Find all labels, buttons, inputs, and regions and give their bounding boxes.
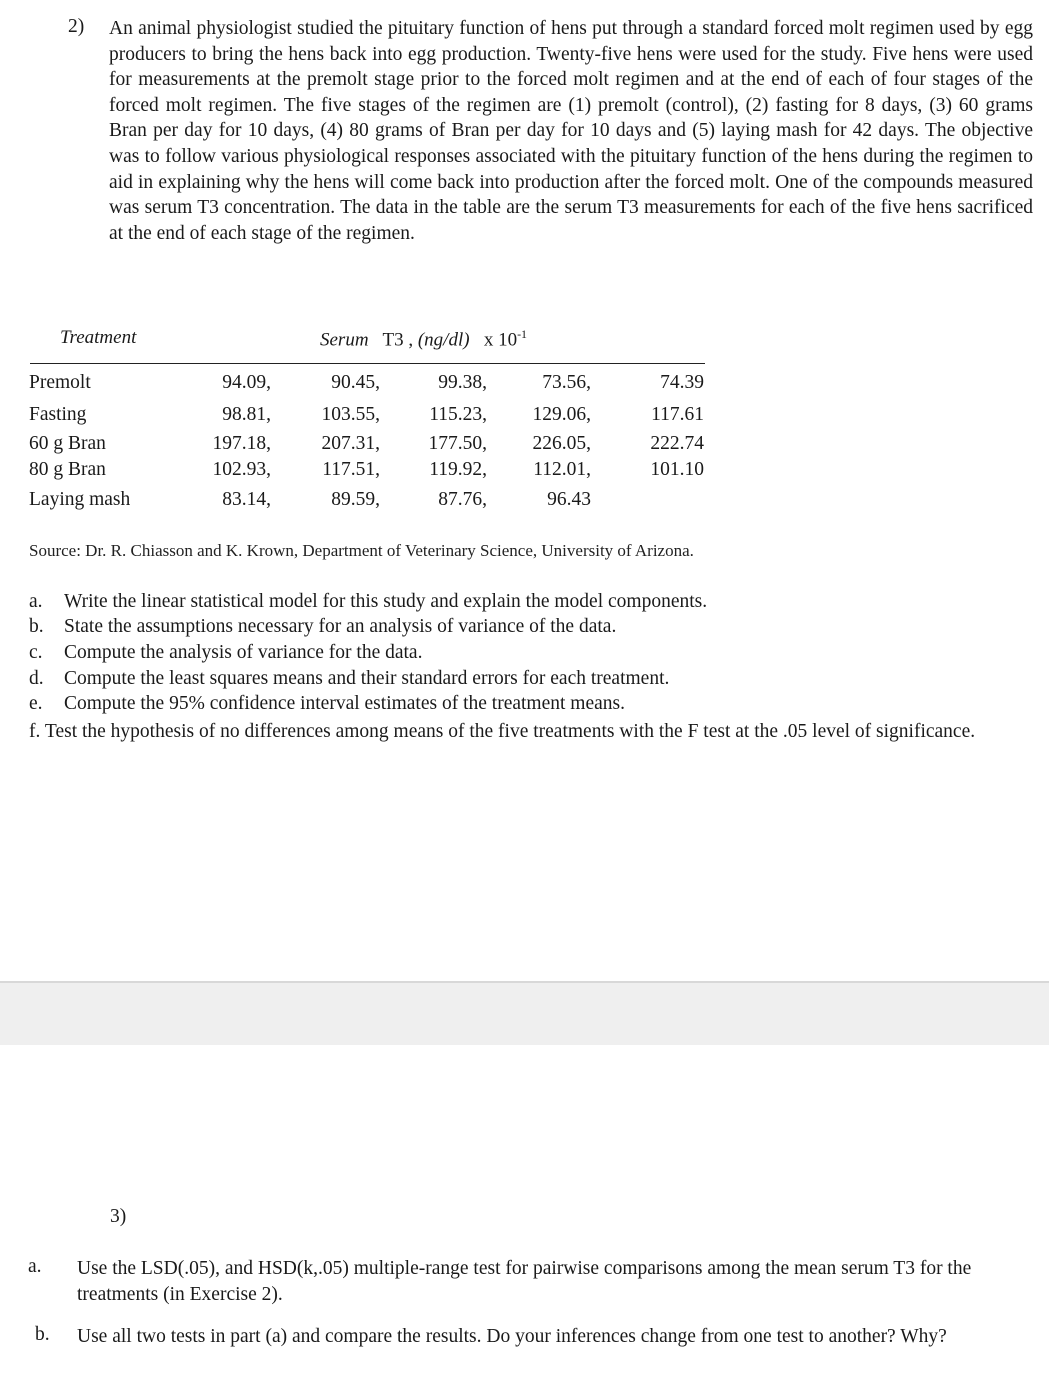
table-cell: 129.06, — [532, 404, 591, 425]
part-letter: b. — [29, 616, 44, 637]
table-cell: 177.50, — [428, 433, 487, 454]
question-2-text: An animal physiologist studied the pituitary function of hens put through a standard forced molt regimen used by egg producers to bring the hens back into egg production. Twenty-five hens were used for the study. Five hens were used for measurements at the premolt stage prior to the forced molt regimen and at the end of each of four stages of the forced molt regimen. The five stages of the regimen are (1) premolt (control), (2) fasting for 8 days, (3) 60 grams Bran per day for 10 days, (4) 80 grams of Bran per day for 10 days and (5) laying mash for 42 days. The objective was to follow various physiological responses associated with the pituitary function of the hens during the regimen to aid in explaining why the hens will come back into production after the forced molt. One of the compounds measured was serum T3 concentration. The data in the table are the serum T3 measurements for each of the five hens sacrificed at the end of each stage of the regimen. — [109, 18, 1033, 244]
table-row-label: 80 g Bran — [29, 459, 106, 480]
q3-item-letter: b. — [35, 1324, 50, 1345]
table-header-serum — [320, 327, 527, 351]
table-cell: 89.59, — [331, 489, 380, 510]
table-cell: 94.09, — [222, 372, 271, 393]
serum-label: Serum — [320, 329, 369, 351]
part-letter: e. — [29, 693, 43, 714]
part-letter: c. — [29, 642, 43, 663]
table-cell: 99.38, — [438, 372, 487, 393]
table-cell: 101.10 — [650, 459, 704, 480]
source-citation: Source: Dr. R. Chiasson and K. Krown, Department of Veterinary Science, University of Arizona. — [29, 541, 694, 560]
part-text: Compute the least squares means and their standard errors for each treatment. — [64, 668, 670, 689]
unit-label: (ng/dl) — [417, 329, 470, 351]
section-separator-band — [0, 983, 1049, 1045]
table-cell: 117.61 — [651, 404, 704, 425]
t3-label: T3 , — [382, 329, 414, 351]
part-text: Compute the analysis of variance for the data. — [64, 642, 423, 663]
part-text: Test the hypothesis of no differences among means of the five treatments with the F test at the .05 level of significance. — [40, 721, 976, 742]
table-row-label: Premolt — [29, 372, 91, 393]
part-text: Compute the 95% confidence interval estimates of the treatment means. — [64, 693, 625, 714]
table-cell: 119.92, — [429, 459, 487, 480]
table-row-label: Fasting — [29, 404, 87, 425]
table-cell: 73.56, — [542, 372, 591, 393]
question-2-number: 2) — [68, 16, 85, 37]
part-text: Write the linear statistical model for this study and explain the model components. — [64, 591, 708, 612]
table-cell: 112.01, — [533, 459, 591, 480]
q3-item-text: Use the LSD(.05), and HSD(k,.05) multiple-range test for pairwise comparisons among the mean serum T3 for the treatments (in Exercise 2). — [77, 1258, 972, 1305]
table-cell: 83.14, — [222, 489, 271, 510]
table-row-label: 60 g Bran — [29, 433, 106, 454]
table-header-treatment: Treatment — [60, 327, 137, 348]
scale-label: x 10 — [483, 329, 518, 351]
table-cell: 222.74 — [650, 433, 704, 454]
table-cell: 74.39 — [660, 372, 704, 393]
scale-exponent: -1 — [517, 327, 528, 341]
question-3-number: 3) — [110, 1206, 127, 1227]
table-row-label: Laying mash — [29, 489, 131, 510]
part-text: State the assumptions necessary for an analysis of variance of the data. — [64, 616, 617, 637]
table-cell: 207.31, — [321, 433, 380, 454]
table-cell: 117.51, — [322, 459, 380, 480]
table-cell: 226.05, — [532, 433, 591, 454]
q3-item-text: Use all two tests in part (a) and compare the results. Do your inferences change from one test to another? Why? — [77, 1326, 947, 1347]
table-cell: 197.18, — [212, 433, 271, 454]
table-cell: 102.93, — [212, 459, 271, 480]
question-part-f — [29, 719, 1029, 745]
table-cell: 103.55, — [321, 404, 380, 425]
part-letter: d. — [29, 668, 44, 689]
table-rule — [30, 363, 705, 364]
table-cell: 87.76, — [438, 489, 487, 510]
q3-item-letter: a. — [28, 1256, 42, 1277]
table-cell: 90.45, — [331, 372, 380, 393]
part-letter: f. — [29, 721, 41, 742]
part-letter: a. — [29, 591, 43, 612]
table-cell: 96.43 — [547, 489, 591, 510]
table-cell: 98.81, — [222, 404, 271, 425]
table-cell: 115.23, — [429, 404, 487, 425]
